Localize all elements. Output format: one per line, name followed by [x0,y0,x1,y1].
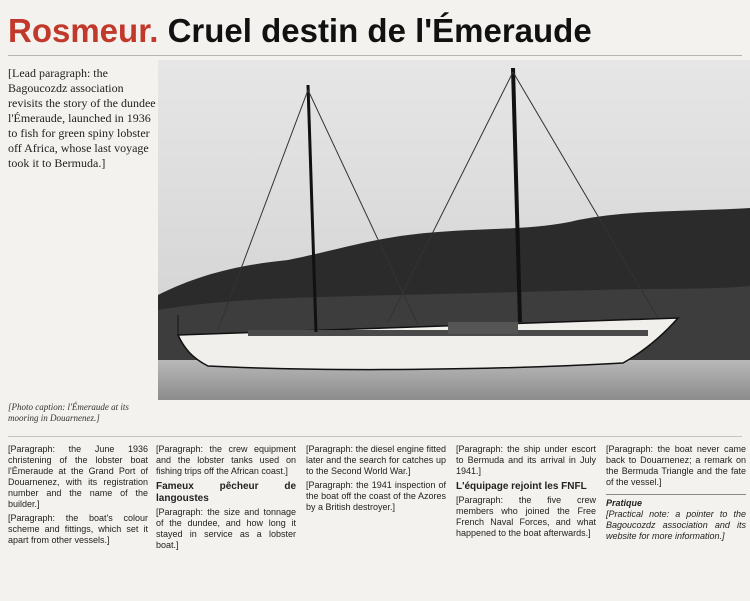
article-paragraph: [Paragraph: the ship under escort to Bermuda and its arrival in July 1941.] [456,444,596,476]
subheading-lobster-fisher: Fameux pêcheur de langoustes [156,481,296,504]
article-paragraph: [Paragraph: the 1941 inspection of the boat off the coast of the Azores by a British destroyer.] [306,480,446,512]
headline [8,6,742,56]
article-column-1 [8,444,148,598]
photo-caption: [Photo caption: l'Émeraude at its mooring in Douarnenez.] [8,402,129,423]
article-column-5 [606,444,746,598]
section-divider [8,436,742,437]
article-column-4 [456,444,596,598]
article-paragraph: [Paragraph: the crew equipment and the lobster tanks used on fishing trips off the African coast.] [156,444,296,476]
lead-paragraph: [Lead paragraph: the Bagoucozdz association revisits the story of the dundee l'Émeraude, launched in 1936 to fish for green spiny lobster off Africa, whose last voyage took it to Bermuda.] [8,66,156,170]
article-paragraph: [Paragraph: the June 1936 christening of the lobster boat l'Émeraude at the Grand Port of Douarnenez, with its registration number and the name of the builder.] [8,444,148,509]
article-paragraph: [Paragraph: the boat never came back to Douarnenez; a remark on the Bermuda Triangle and the fate of the vessel.] [606,444,746,487]
article-paragraph: [Paragraph: the boat's colour scheme and fittings, which set it apart from other vessels.] [8,513,148,545]
article-paragraph: [Paragraph: the size and tonnage of the dundee, and how long it stayed in service as a lobster boat.] [156,507,296,550]
article-column-3 [306,444,446,598]
ship-photo [158,60,750,400]
pratique-text: [Practical note: a pointer to the Bagoucozdz association and its website for more information.] [606,509,746,541]
article-paragraph: [Paragraph: the five crew members who joined the Free French Naval Forces, and what happened to the boat afterwards.] [456,495,596,538]
pratique-box [606,494,746,542]
article-column-2 [156,444,296,598]
pratique-title: Pratique [606,498,643,508]
headline-place: Rosmeur. [8,12,159,49]
subheading-fnfl: L'équipage rejoint les FNFL [456,481,587,492]
headline-title: Cruel destin de l'Émeraude [167,12,592,49]
ship-photo-drawing [158,60,750,400]
article-paragraph: [Paragraph: the diesel engine fitted later and the search for catches up to the Second World War.] [306,444,446,476]
